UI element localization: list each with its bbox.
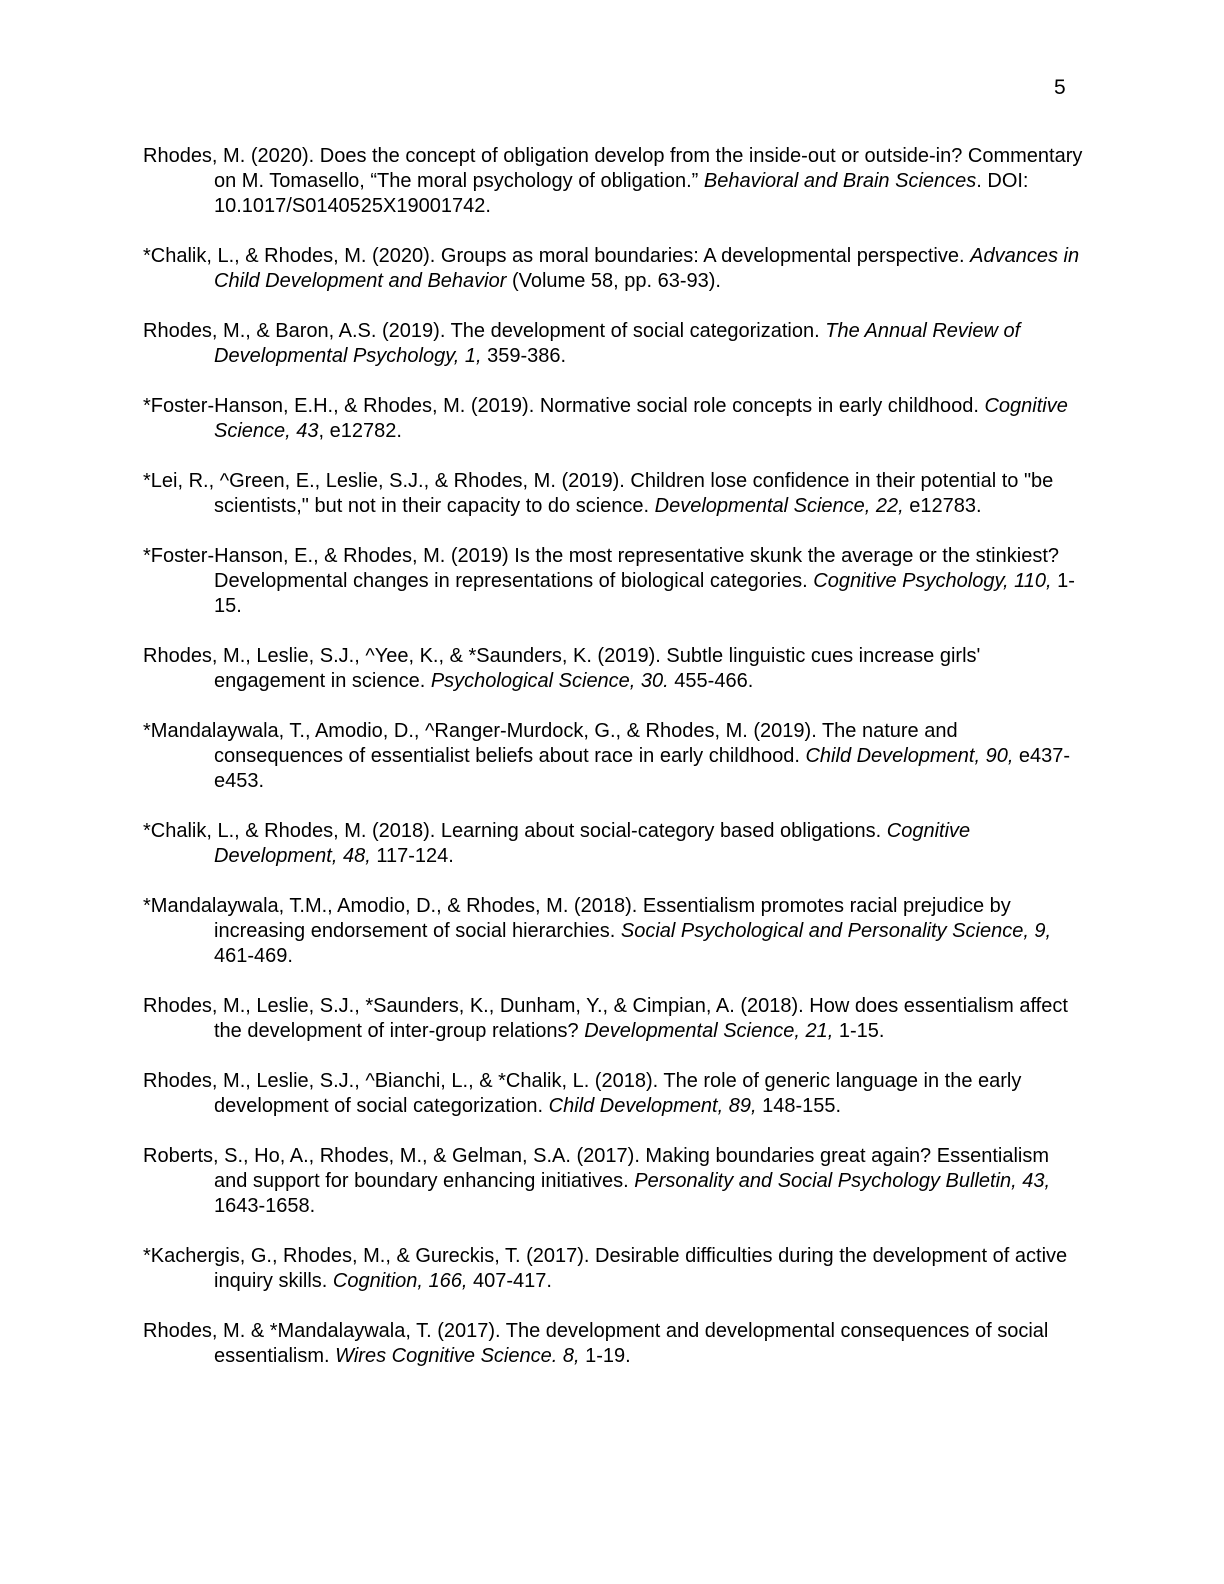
reference-text: Roberts, S., Ho, A., Rhodes, M., & Gelman, S.A. (2017). Making boundaries great again? Essentialism and support for boundary enhancing initiatives. [143, 1145, 1049, 1192]
reference-source: Psychological Science, 30. [430, 670, 669, 692]
reference-pages: 1643-1658. [214, 1195, 316, 1217]
reference-text: Rhodes, M. & *Mandalaywala, T. (2017). The development and developmental consequences of social essentialism. [143, 1320, 1049, 1367]
reference-text: Rhodes, M., & Baron, A.S. (2019). The development of social categorization. [143, 320, 826, 342]
reference-pages: 148-155. [756, 1095, 842, 1117]
reference-source: Wires Cognitive Science. 8, [335, 1345, 580, 1367]
reference-pages: 1-15. [214, 570, 1075, 617]
reference-entry [143, 1069, 1083, 1119]
reference-source: Social Psychological and Personality Science, 9, [620, 920, 1052, 942]
reference-entry [143, 144, 1083, 219]
reference-pages: e12783. [903, 495, 982, 517]
reference-text: *Chalik, L., & Rhodes, M. (2020). Groups as moral boundaries: A developmental perspective. [143, 245, 971, 267]
page-number: 5 [1054, 76, 1066, 99]
reference-pages: 1-15. [833, 1020, 885, 1042]
reference-pages: 455-466. [668, 670, 754, 692]
reference-text: *Mandalaywala, T., Amodio, D., ^Ranger-Murdock, G., & Rhodes, M. (2019). The nature and consequences of essentialist beliefs about race in early childhood. [143, 720, 958, 767]
reference-source: Cognitive Science, 43 [214, 395, 1068, 442]
reference-entry [143, 394, 1083, 444]
reference-source: Cognitive Psychology, 110, [813, 570, 1052, 592]
reference-entry [143, 544, 1083, 619]
reference-entry [143, 994, 1083, 1044]
reference-text: *Foster-Hanson, E., & Rhodes, M. (2019) Is the most representative skunk the average or the stinkiest? Developmental changes in representations of biological categories. [143, 545, 1059, 592]
reference-pages: 1-19. [579, 1345, 631, 1367]
reference-entry [143, 894, 1083, 969]
reference-text: *Chalik, L., & Rhodes, M. (2018). Learning about social-category based obligations. [143, 820, 887, 842]
reference-entry [143, 644, 1083, 694]
reference-source: Cognitive Development, 48, [214, 820, 971, 867]
reference-text: *Kachergis, G., Rhodes, M., & Gureckis, T. (2017). Desirable difficulties during the development of active inquiry skills. [143, 1245, 1068, 1292]
reference-source: Advances in Child Development and Behavior [214, 245, 1080, 292]
reference-source: Personality and Social Psychology Bulletin, 43, [634, 1170, 1051, 1192]
reference-entry [143, 319, 1083, 369]
reference-pages: 461-469. [214, 945, 293, 967]
reference-entry [143, 1144, 1083, 1219]
reference-source: Child Development, 90, [805, 745, 1014, 767]
reference-source: Developmental Science, 22, [654, 495, 904, 517]
reference-pages: e437-e453. [214, 745, 1071, 792]
reference-pages: (Volume 58, pp. 63-93). [506, 270, 721, 292]
reference-entry [143, 1244, 1083, 1294]
reference-pages: 359-386. [481, 345, 567, 367]
reference-text: *Foster-Hanson, E.H., & Rhodes, M. (2019). Normative social role concepts in early childhood. [143, 395, 985, 417]
reference-pages: , e12782. [318, 420, 402, 442]
reference-text: *Lei, R., ^Green, E., Leslie, S.J., & Rhodes, M. (2019). Children lose confidence in their potential to "be scientists," but not in their capacity to do science. [143, 470, 1054, 517]
reference-source: Behavioral and Brain Sciences [703, 170, 977, 192]
reference-text: Rhodes, M., Leslie, S.J., ^Yee, K., & *Saunders, K. (2019). Subtle linguistic cues increase girls' engagement in science. [143, 645, 981, 692]
reference-source: Child Development, 89, [548, 1095, 757, 1117]
reference-entry [143, 244, 1083, 294]
reference-pages: 117-124. [370, 845, 454, 867]
reference-text: Rhodes, M., Leslie, S.J., *Saunders, K., Dunham, Y., & Cimpian, A. (2018). How does essentialism affect the development of inter-group relations? [143, 995, 1068, 1042]
reference-source: Developmental Science, 21, [584, 1020, 834, 1042]
reference-pages: 407-417. [467, 1270, 552, 1292]
reference-text: Rhodes, M., Leslie, S.J., ^Bianchi, L., & *Chalik, L. (2018). The role of generic language in the early development of social categorization. [143, 1070, 1022, 1117]
reference-entry [143, 719, 1083, 794]
reference-source: The Annual Review of Developmental Psychology, 1, [214, 320, 1021, 367]
reference-list [143, 144, 1083, 1394]
reference-entry [143, 1319, 1083, 1369]
reference-source: Cognition, 166, [332, 1270, 468, 1292]
reference-pages: . DOI: 10.1017/S0140525X19001742. [214, 170, 1029, 217]
reference-entry [143, 469, 1083, 519]
reference-text: Rhodes, M. (2020). Does the concept of obligation develop from the inside-out or outside-in? Commentary on M. Tomasello, “The moral psychology of obligation.” [143, 145, 1083, 192]
reference-entry [143, 819, 1083, 869]
reference-text: *Mandalaywala, T.M., Amodio, D., & Rhodes, M. (2018). Essentialism promotes racial prejudice by increasing endorsement of social hierarchies. [143, 895, 1011, 942]
